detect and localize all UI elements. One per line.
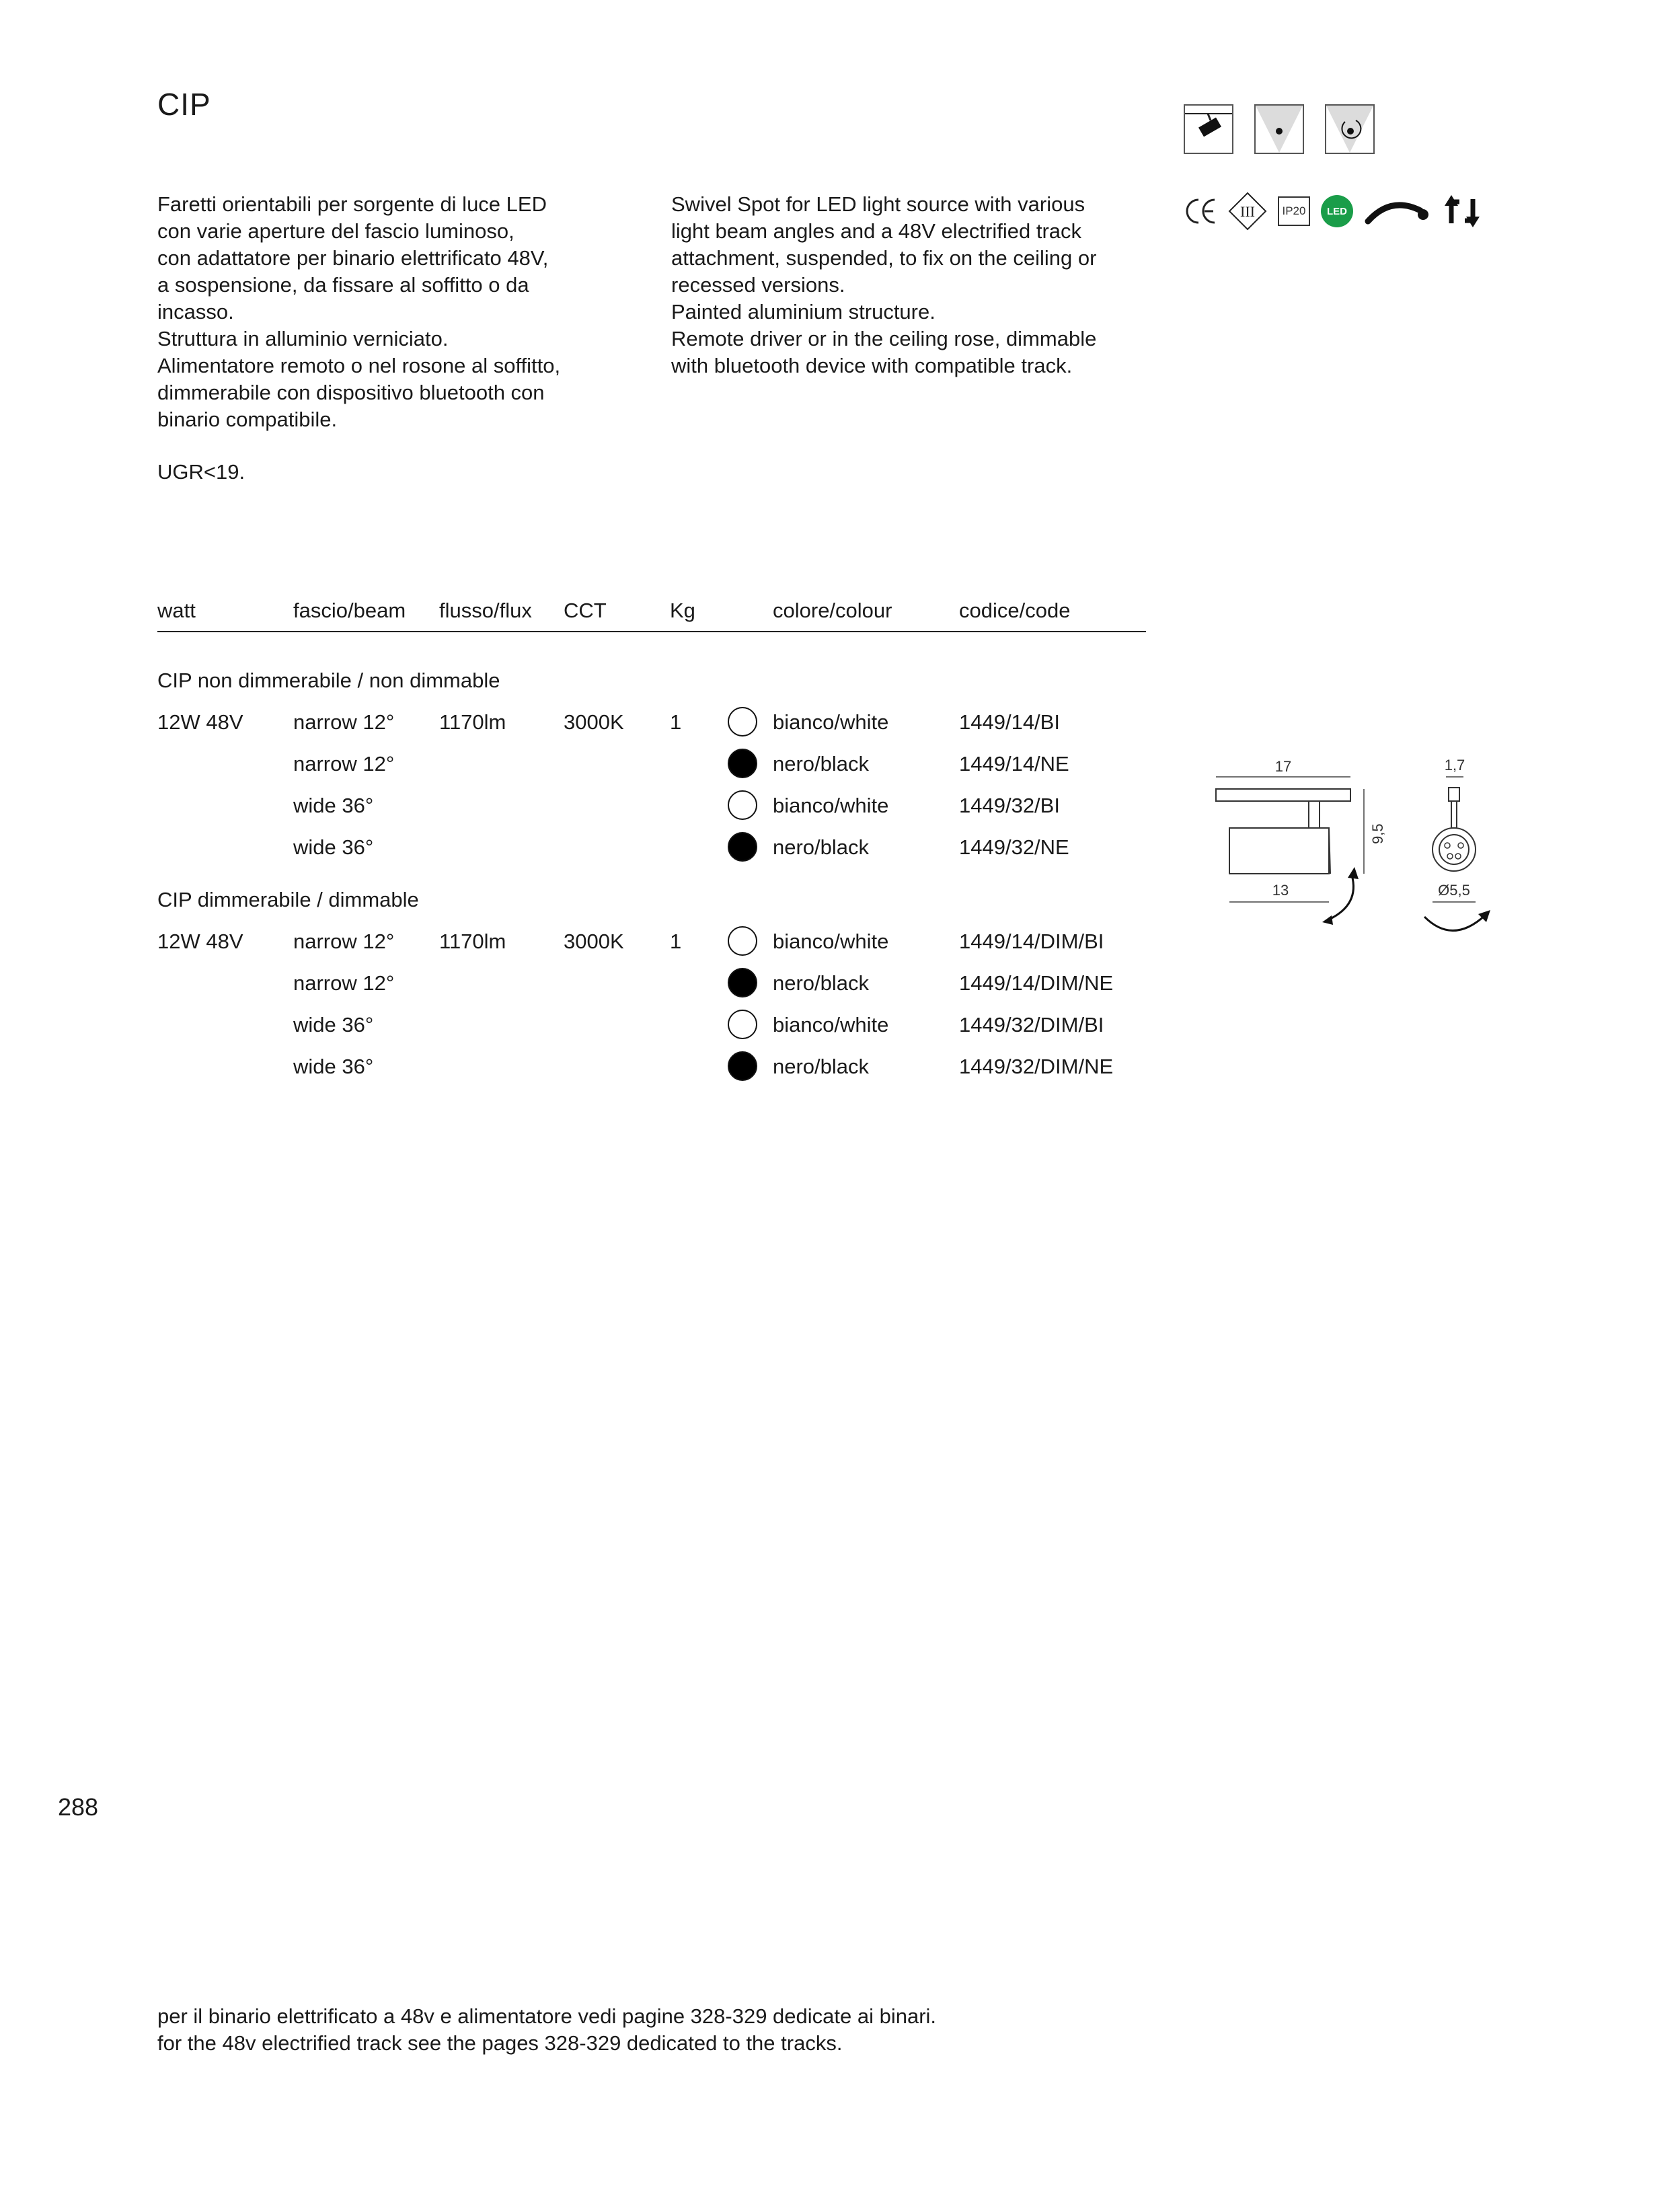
cell-code: 1449/32/BI [959, 794, 1060, 817]
cell-cct: 3000K [564, 930, 624, 953]
header-flux: flusso/flux [439, 599, 532, 622]
description-line-en: attachment, suspended, to fix on the ceiling or [671, 246, 1097, 270]
dim-height: 9,5 [1369, 823, 1386, 844]
black-swatch-icon [728, 968, 757, 997]
cell-beam: wide 36° [293, 794, 374, 817]
white-swatch-icon [728, 707, 757, 737]
description-line-it: dimmerabile con dispositivo bluetooth con [157, 381, 545, 404]
header-kg: Kg [670, 599, 695, 622]
cell-beam: wide 36° [293, 1055, 374, 1078]
description-line-en: Painted aluminium structure. [671, 300, 936, 324]
class-iii-icon [1228, 192, 1267, 231]
description-line-en: light beam angles and a 48V electrified track [671, 219, 1082, 243]
cell-code: 1449/32/DIM/NE [959, 1055, 1114, 1078]
cell-colour: bianco/white [773, 1013, 889, 1036]
cell-colour: nero/black [773, 971, 870, 995]
description-line-en: Swivel Spot for LED light source with various [671, 192, 1085, 216]
cell-kg: 1 [670, 710, 682, 734]
black-swatch-icon [728, 749, 757, 778]
header-rule [157, 631, 1146, 632]
cell-colour: bianco/white [773, 710, 889, 734]
svg-text:III: III [1240, 203, 1255, 220]
ip20-icon: IP20 [1278, 196, 1310, 226]
certification-icons [1184, 192, 1482, 231]
header-colour: colore/colour [773, 599, 892, 622]
dim-diameter: Ø5,5 [1438, 882, 1470, 899]
ugr-note: UGR<19. [157, 460, 245, 484]
description-line-en: Remote driver or in the ceiling rose, dimmable [671, 327, 1097, 350]
page-title: CIP [157, 87, 211, 122]
section-title: CIP dimmerabile / dimmable [157, 888, 419, 911]
dim-width-top: 17 [1274, 758, 1292, 775]
footer-note [157, 2003, 936, 2057]
description-line-it: binario compatibile. [157, 408, 338, 431]
description-line-it: con varie aperture del fascio luminoso, [157, 219, 514, 243]
rotating-spot-icon [1325, 104, 1375, 154]
description-line-it: incasso. [157, 300, 234, 324]
cell-beam: narrow 12° [293, 930, 395, 953]
description-english [671, 191, 1155, 379]
cell-cct: 3000K [564, 710, 624, 734]
mounting-mode-icons [1184, 104, 1375, 154]
black-swatch-icon [728, 832, 757, 862]
cell-kg: 1 [670, 930, 682, 953]
cell-colour: bianco/white [773, 794, 889, 817]
led-icon: LED [1321, 195, 1353, 227]
cell-colour: nero/black [773, 752, 870, 776]
description-line-it: Struttura in alluminio verniciato. [157, 327, 449, 350]
white-swatch-icon [728, 1010, 757, 1039]
section-title: CIP non dimmerabile / non dimmable [157, 669, 500, 692]
cell-colour: nero/black [773, 835, 870, 859]
description-line-en: recessed versions. [671, 273, 845, 297]
ce-mark-icon [1184, 196, 1217, 227]
cell-watt: 12W 48V [157, 930, 243, 953]
dim-side-top: 1,7 [1444, 757, 1465, 774]
cell-flux: 1170lm [439, 710, 506, 734]
white-swatch-icon [728, 790, 757, 820]
cell-beam: wide 36° [293, 1013, 374, 1036]
rotation-arc-icon [1364, 194, 1431, 228]
cell-code: 1449/32/DIM/BI [959, 1013, 1104, 1036]
cell-code: 1449/32/NE [959, 835, 1069, 859]
header-code: codice/code [959, 599, 1071, 622]
cell-flux: 1170lm [439, 930, 506, 953]
tilt-rotate-icon [1442, 192, 1482, 230]
footer-italian: per il binario elettrificato a 48v e alimentatore vedi pagine 328-329 dedicate ai binari. [157, 2004, 937, 2028]
track-spot-icon [1184, 104, 1233, 154]
cell-watt: 12W 48V [157, 710, 243, 734]
dim-width-bottom: 13 [1272, 882, 1289, 899]
description-line-it: a sospensione, da fissare al soffitto o da [157, 273, 529, 297]
cell-code: 1449/14/BI [959, 710, 1060, 734]
header-beam: fascio/beam [293, 599, 406, 622]
cell-beam: narrow 12° [293, 752, 395, 776]
cell-colour: bianco/white [773, 930, 889, 953]
black-swatch-icon [728, 1051, 757, 1081]
cell-code: 1449/14/DIM/BI [959, 930, 1104, 953]
description-italian [157, 191, 628, 433]
cell-code: 1449/14/NE [959, 752, 1069, 776]
description-line-en: with bluetooth device with compatible track. [671, 354, 1073, 377]
cell-colour: nero/black [773, 1055, 870, 1078]
white-swatch-icon [728, 926, 757, 956]
header-watt: watt [157, 599, 196, 622]
page-number: 288 [58, 1793, 99, 1821]
description-line-it: Faretti orientabili per sorgente di luce LED [157, 192, 547, 216]
header-cct: CCT [564, 599, 607, 622]
cell-code: 1449/14/DIM/NE [959, 971, 1114, 995]
cell-beam: narrow 12° [293, 710, 395, 734]
cell-beam: narrow 12° [293, 971, 395, 995]
ceiling-spot-icon [1254, 104, 1304, 154]
footer-english: for the 48v electrified track see the pages 328-329 dedicated to the tracks. [157, 2031, 843, 2055]
cell-beam: wide 36° [293, 835, 374, 859]
dimension-drawing [1211, 743, 1500, 945]
description-line-it: con adattatore per binario elettrificato 48V, [157, 246, 549, 270]
description-line-it: Alimentatore remoto o nel rosone al soffitto, [157, 354, 561, 377]
